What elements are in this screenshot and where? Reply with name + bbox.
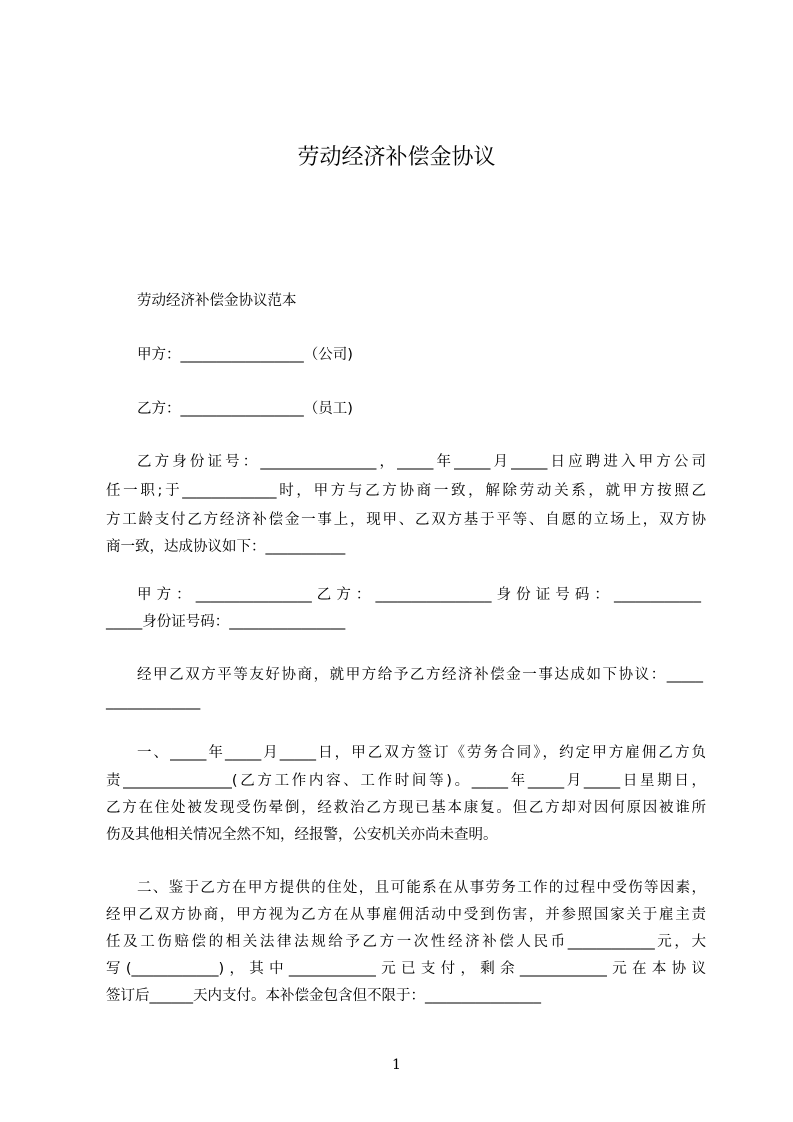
- party-b-line: 乙方：_________________（员工): [137, 401, 353, 417]
- paragraph-line: 责_______________(乙方工作内容、工作时间等)。_____年_____月_____日星期日，: [106, 773, 706, 789]
- paragraph-line: 甲方：________________乙方：________________身份证号码：____________: [137, 587, 701, 603]
- paragraph-line: 乙方身份证号：________________，_____年_____月_____日应聘进入甲方公司: [137, 454, 706, 470]
- paragraph-line: 方工龄支付乙方经济补偿金一事上，现甲、乙双方基于平等、自愿的立场上，双方协: [106, 512, 706, 528]
- paragraph-line: 写(____________)，其中____________元已支付，剩余____________元在本协议: [106, 961, 706, 977]
- paragraph-line: 任及工伤赔偿的相关法律法规给予乙方一次性经济补偿人民币____________元，大: [106, 934, 706, 950]
- paragraph-line: 任一职;于_____________时，甲方与乙方协商一致，解除劳动关系，就甲方按照乙: [106, 483, 706, 499]
- paragraph-line: 经甲乙双方平等友好协商，就甲方给予乙方经济补偿金一事达成如下协议：_____: [137, 667, 703, 683]
- paragraph-line: _____身份证号码：________________: [106, 614, 346, 630]
- paragraph-line: 经甲乙双方协商，甲方视为乙方在从事雇佣活动中受到伤害，并参照国家关于雇主责: [106, 907, 706, 923]
- document-subtitle: 劳动经济补偿金协议范本: [137, 293, 297, 309]
- party-a-line: 甲方：_________________（公司): [137, 347, 353, 363]
- paragraph-line: 签订后______天内支付。本补偿金包含但不限于：________________: [106, 988, 541, 1004]
- paragraph-line: 乙方在住处被发现受伤晕倒，经救治乙方现已基本康复。但乙方却对因何原因被谁所: [106, 800, 706, 816]
- page-number: 1: [392, 1057, 401, 1073]
- paragraph-line: 二、鉴于乙方在甲方提供的住处，且可能系在从事劳务工作的过程中受伤等因素，: [137, 880, 706, 896]
- document-title: 劳动经济补偿金协议: [297, 145, 496, 170]
- paragraph-line: 伤及其他相关情况全然不知，经报警，公安机关亦尚未查明。: [106, 827, 498, 843]
- paragraph-line: _____________: [106, 694, 201, 710]
- paragraph-line: 一、_____年_____月_____日，甲乙双方签订《劳务合同》，约定甲方雇佣乙方负: [137, 745, 706, 761]
- paragraph-line: 商一致，达成协议如下：___________: [106, 539, 346, 555]
